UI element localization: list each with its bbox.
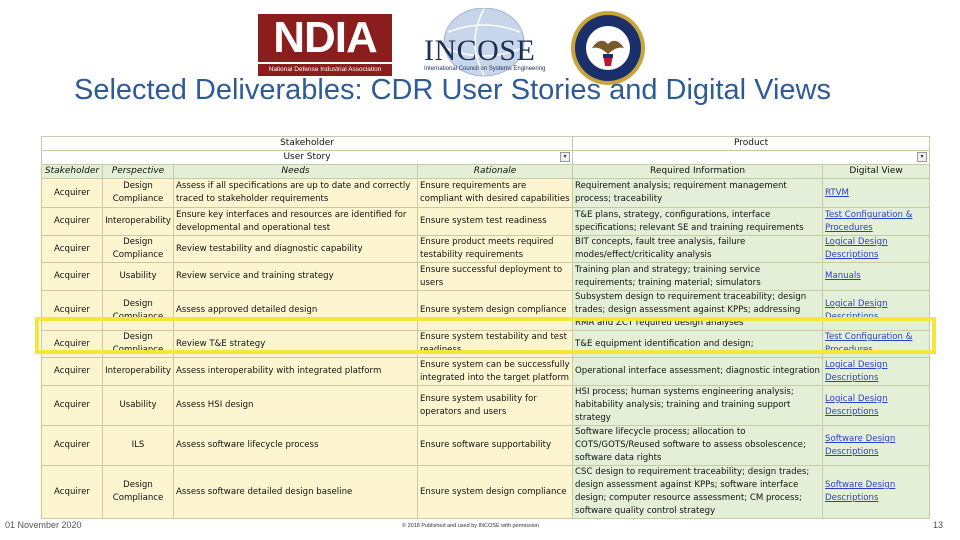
cell-required-information: Requirement analysis; requirement management process; traceability <box>573 179 823 208</box>
cell-required-information: CSC design to requirement traceability; design trades; design assessment against KPPs; software interface design; computer resource assessment; CM process; software quality control strategy <box>573 466 823 519</box>
cell-perspective: Usability <box>103 263 174 291</box>
cell-stakeholder: Acquirer <box>42 358 103 386</box>
cell-digital-view <box>823 263 930 291</box>
cell-required-information: Operational interface assessment; diagnostic integration <box>573 358 823 386</box>
table-row <box>42 426 930 466</box>
table-row <box>42 208 930 236</box>
cell-stakeholder: Acquirer <box>42 263 103 291</box>
cell-digital-view <box>823 208 930 236</box>
user-story-header <box>42 151 573 165</box>
cell-required-information: Training plan and strategy; training service requirements; training material; simulators <box>573 263 823 291</box>
cell-digital-view <box>823 386 930 426</box>
cell-rationale: Ensure system design compliance <box>418 291 573 331</box>
digital-view-link[interactable]: Software Design Descriptions <box>825 480 896 503</box>
cell-required-information: HSI process; human systems engineering analysis; habitability analysis; training and training support strategy <box>573 386 823 426</box>
cell-perspective: Design Compliance <box>103 466 174 519</box>
deliverables-table <box>41 136 930 519</box>
ndia-logo-word: NDIA <box>258 14 392 62</box>
slide-title: Selected Deliverables: CDR User Stories and Digital Views <box>74 74 832 106</box>
digital-view-link[interactable]: Logical Design Descriptions <box>825 237 888 260</box>
cell-digital-view <box>823 291 930 331</box>
table-row <box>42 291 930 331</box>
col-header-required-information: Required Information <box>573 165 823 179</box>
cell-stakeholder: Acquirer <box>42 426 103 466</box>
cell-needs: Review testability and diagnostic capability <box>174 236 418 263</box>
cell-digital-view <box>823 236 930 263</box>
cell-stakeholder: Acquirer <box>42 179 103 208</box>
digital-view-link[interactable]: Logical Design Descriptions <box>825 393 888 417</box>
cell-digital-view <box>823 426 930 466</box>
cell-perspective: Design Compliance <box>103 179 174 208</box>
cell-needs: Ensure key interfaces and resources are identified for developmental and operational test <box>174 208 418 236</box>
digital-view-link[interactable]: RTVM <box>825 187 849 198</box>
cell-needs: Assess software detailed design baseline <box>174 466 418 519</box>
incose-logo <box>418 8 546 78</box>
cell-rationale: Ensure system usability for operators and users <box>418 386 573 426</box>
cell-rationale: Ensure successful deployment to users <box>418 263 573 291</box>
incose-logo-word: INCOSE <box>424 34 536 67</box>
cell-perspective: Interoperability <box>103 208 174 236</box>
cell-rationale: Ensure software supportability <box>418 426 573 466</box>
cell-perspective: Design Compliance <box>103 236 174 263</box>
cell-needs: Assess interoperability with integrated platform <box>174 358 418 386</box>
table-row <box>42 466 930 519</box>
digital-view-link[interactable]: Manuals <box>825 271 861 281</box>
cell-stakeholder: Acquirer <box>42 386 103 426</box>
col-header-stakeholder: Stakeholder <box>42 165 103 179</box>
table-row <box>42 386 930 426</box>
cell-required-information: Subsystem design to requirement traceability; design trades; design assessment against KPPs; addressing RMA and ZCT required design analyses <box>573 291 823 331</box>
cell-digital-view <box>823 358 930 386</box>
deliverables-table-wrap <box>41 136 929 519</box>
cell-perspective: ILS <box>103 426 174 466</box>
cell-stakeholder: Acquirer <box>42 236 103 263</box>
cell-perspective: Usability <box>103 386 174 426</box>
cell-needs: Assess approved detailed design <box>174 291 418 331</box>
cell-needs: Assess software lifecycle process <box>174 426 418 466</box>
cell-needs: Assess HSI design <box>174 386 418 426</box>
digital-view-link[interactable]: Test Configuration & Procedures <box>825 332 913 355</box>
filter-dropdown-icon[interactable]: ▾ <box>917 152 927 162</box>
cell-required-information: T&E plans, strategy, configurations, interface specifications; relevant SE and training requirements <box>573 208 823 236</box>
cell-rationale: Ensure requirements are compliant with desired capabilities <box>418 179 573 208</box>
cell-stakeholder: Acquirer <box>42 466 103 519</box>
stakeholder-group-header: Stakeholder <box>42 137 573 151</box>
cell-needs: Review service and training strategy <box>174 263 418 291</box>
cell-rationale: Ensure system can be successfully integrated into the target platform <box>418 358 573 386</box>
ndia-logo-subtitle: National Defense Industrial Association <box>258 64 392 76</box>
cell-rationale: Ensure system test readiness <box>418 208 573 236</box>
cell-required-information: Software lifecycle process; allocation to COTS/GOTS/Reused software to assess obsolescence; software data rights <box>573 426 823 466</box>
cell-perspective: Design Compliance <box>103 331 174 358</box>
digital-view-link[interactable]: Logical Design Descriptions <box>825 359 888 383</box>
cell-stakeholder: Acquirer <box>42 208 103 236</box>
col-header-rationale: Rationale <box>418 165 573 179</box>
cell-needs: Assess if all specifications are up to date and correctly traced to stakeholder requirements <box>174 179 418 208</box>
cell-required-information: BIT concepts, fault tree analysis, failure modes/effect/criticality analysis <box>573 236 823 263</box>
cell-perspective: Interoperability <box>103 358 174 386</box>
cell-perspective: Design Compliance <box>103 291 174 331</box>
col-header-digital-view: Digital View <box>823 165 930 179</box>
ndia-logo <box>258 14 392 76</box>
table-row <box>42 236 930 263</box>
cell-needs: Review T&E strategy <box>174 331 418 358</box>
cell-rationale: Ensure system design compliance <box>418 466 573 519</box>
digital-view-link[interactable]: Software Design Descriptions <box>825 433 896 457</box>
cell-required-information: T&E equipment identification and design; <box>573 331 823 358</box>
product-subheader <box>573 151 930 165</box>
cell-digital-view <box>823 331 930 358</box>
incose-logo-tagline: International Council on Systems Engineering <box>424 66 546 72</box>
footer-date: 01 November 2020 <box>5 520 82 530</box>
table-row <box>42 331 930 358</box>
table-row <box>42 179 930 208</box>
col-header-perspective: Perspective <box>103 165 174 179</box>
user-story-label: User Story <box>283 152 331 162</box>
digital-view-link[interactable]: Logical Design Descriptions <box>825 298 888 322</box>
product-group-header: Product <box>573 137 930 151</box>
cell-stakeholder: Acquirer <box>42 291 103 331</box>
cell-rationale: Ensure system testability and test readiness <box>418 331 573 358</box>
cell-digital-view <box>823 179 930 208</box>
cell-digital-view <box>823 466 930 519</box>
digital-view-link[interactable]: Test Configuration & Procedures <box>825 209 913 233</box>
col-header-needs: Needs <box>174 165 418 179</box>
cell-rationale: Ensure product meets required testability requirements <box>418 236 573 263</box>
table-row <box>42 358 930 386</box>
table-row <box>42 263 930 291</box>
page-number: 13 <box>933 520 944 530</box>
cell-stakeholder: Acquirer <box>42 331 103 358</box>
footer-copyright: © 2018 Published and used by INCOSE with permission <box>402 523 540 529</box>
filter-dropdown-icon[interactable]: ▾ <box>560 152 570 162</box>
